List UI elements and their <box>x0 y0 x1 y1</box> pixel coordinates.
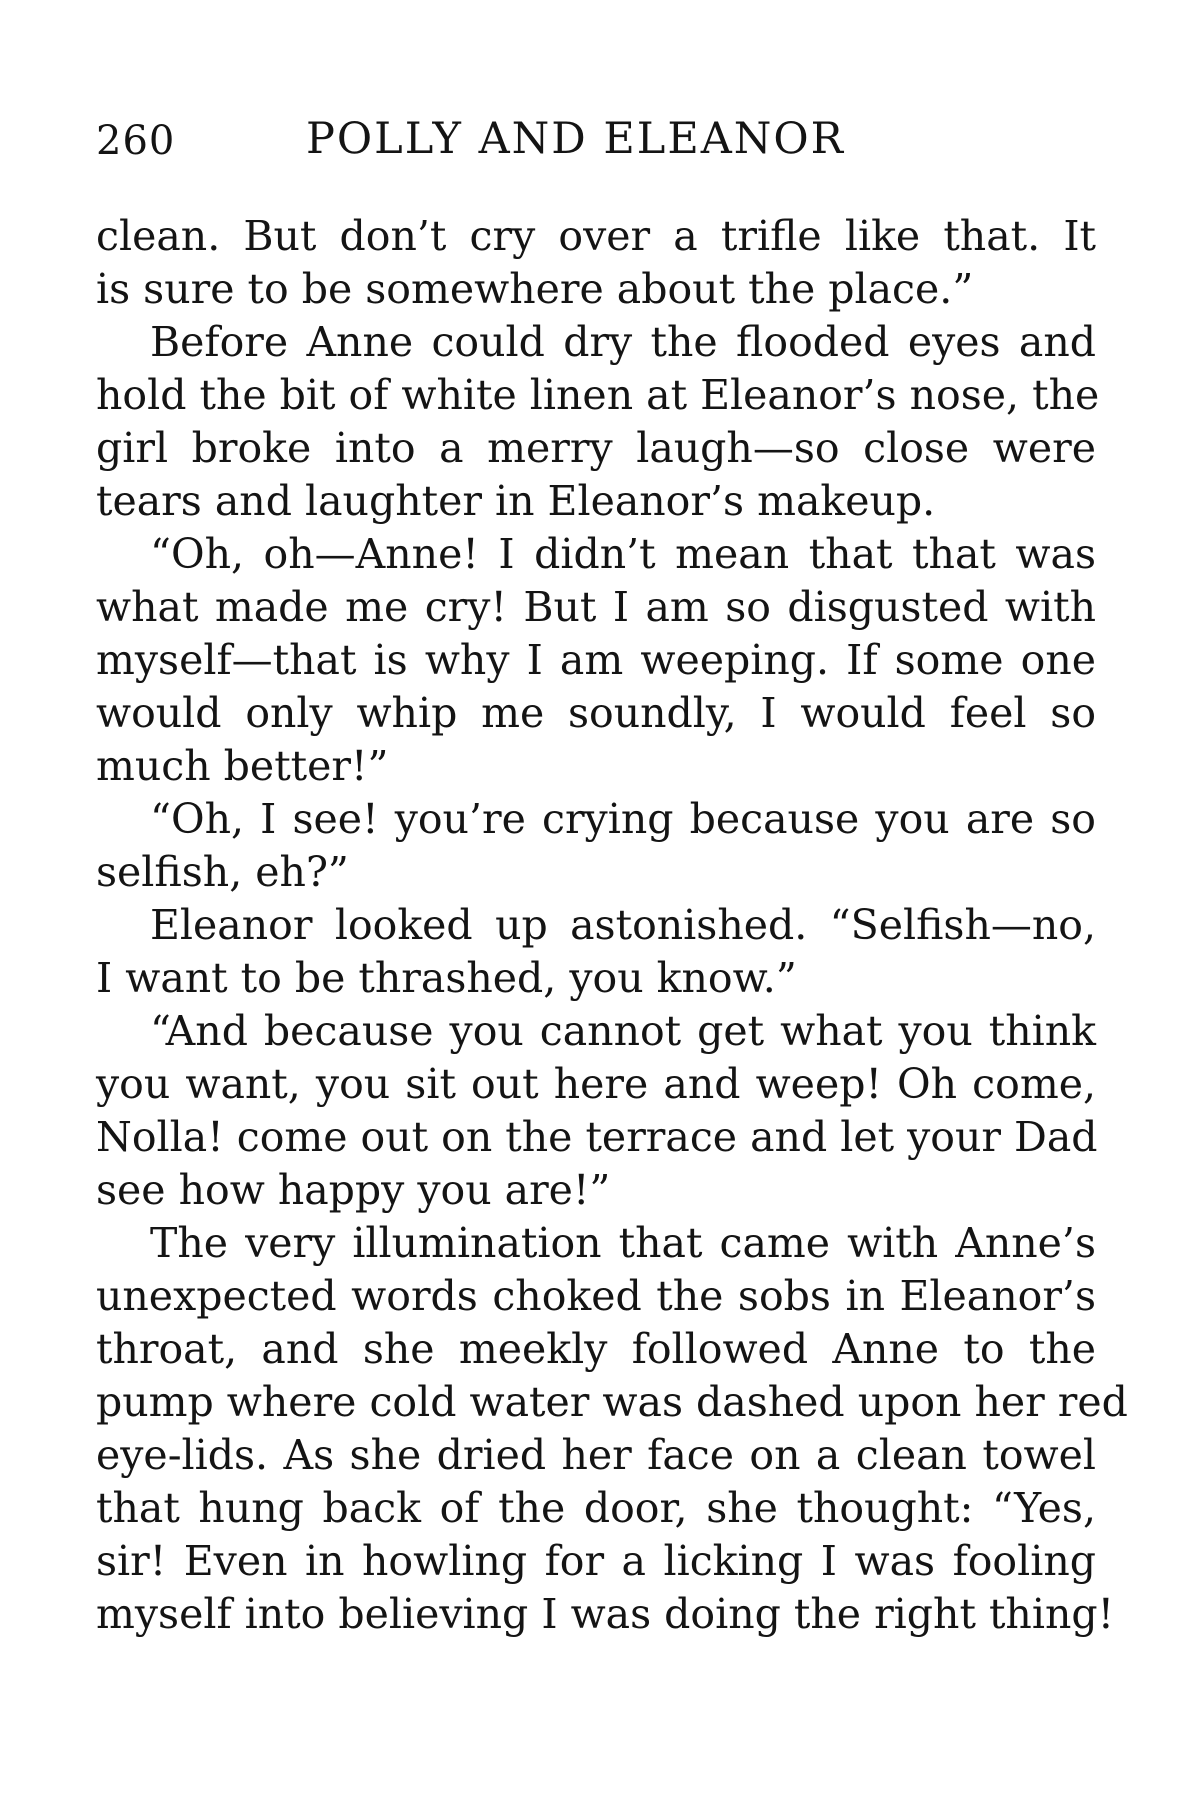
text-line: sir! Even in howling for a licking I was fooling <box>96 1537 1096 1585</box>
book-page <box>96 100 1128 1641</box>
text-line: myself—that is why I am weeping. If some one <box>96 636 1096 684</box>
text-line: eye-lids. As she dried her face on a clean towel <box>96 1431 1096 1479</box>
text-line: “Oh, I see! you’re crying because you are so <box>150 795 1096 843</box>
text-line: Before Anne could dry the flooded eyes and <box>150 318 1096 366</box>
running-head-title: POLLY AND ELEANOR <box>306 114 846 164</box>
text-line: “Oh, oh—Anne! I didn’t mean that that was <box>150 530 1096 578</box>
text-line: what made me cry! But I am so disgusted with <box>96 583 1096 631</box>
text-line: I want to be thrashed, you know.” <box>96 954 797 1002</box>
text-line: girl broke into a merry laugh—so close were <box>96 424 1096 472</box>
text-line: throat, and she meekly followed Anne to the <box>96 1325 1096 1373</box>
text-line: clean. But don’t cry over a trifle like that. It <box>96 212 1096 260</box>
text-line: The very illumination that came with Anne’s <box>150 1219 1096 1267</box>
text-line: hold the bit of white linen at Eleanor’s nose, the <box>96 371 1100 419</box>
text-line: is sure to be somewhere about the place.” <box>96 265 974 313</box>
text-line: that hung back of the door, she thought: “Yes, <box>96 1484 1096 1532</box>
text-line: myself into believing I was doing the right thing! <box>96 1590 1115 1638</box>
page-number: 260 <box>96 118 176 164</box>
text-line: you want, you sit out here and weep! Oh come, <box>96 1060 1096 1108</box>
text-line: would only whip me soundly, I would feel so <box>96 689 1096 737</box>
text-line: unexpected words choked the sobs in Eleanor’s <box>96 1272 1096 1320</box>
running-head <box>96 100 1096 170</box>
text-line: Eleanor looked up astonished. “Selfish—no, <box>150 901 1096 949</box>
text-line: pump where cold water was dashed upon her red <box>96 1378 1128 1426</box>
text-line: tears and laughter in Eleanor’s makeup. <box>96 477 936 525</box>
text-line: Nolla! come out on the terrace and let your Dad <box>96 1113 1098 1161</box>
text-line: “And because you cannot get what you think <box>150 1007 1096 1055</box>
body-text <box>96 210 1128 1641</box>
text-line: see how happy you are!” <box>96 1166 611 1214</box>
text-line: selfish, eh?” <box>96 848 349 896</box>
text-line: much better!” <box>96 742 389 790</box>
